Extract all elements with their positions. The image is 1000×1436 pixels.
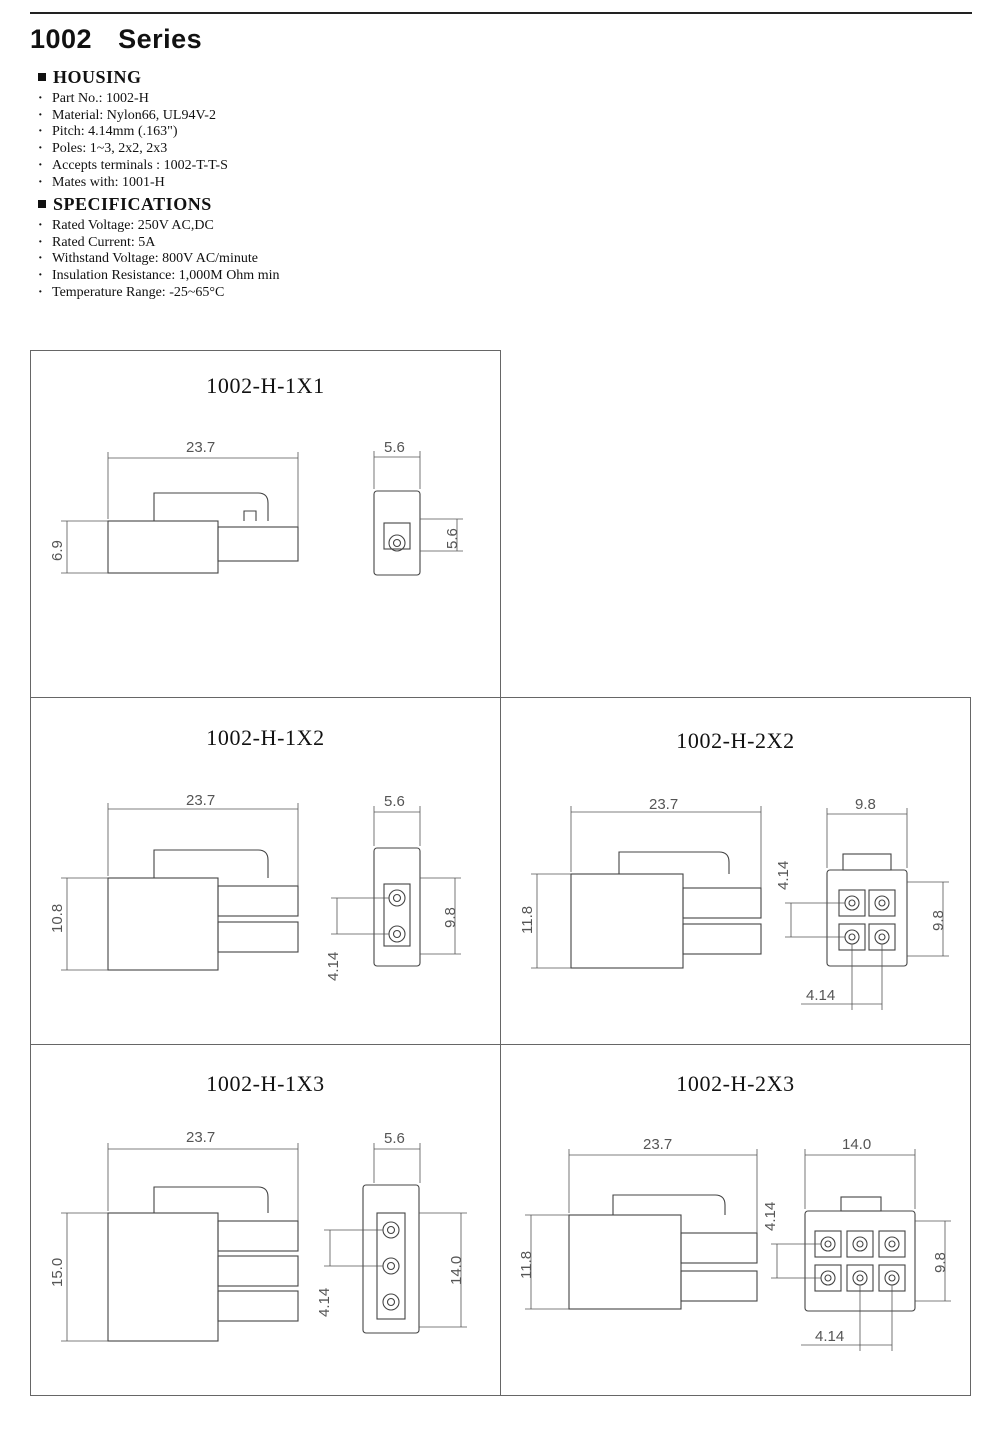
drawing-title: 1002-H-1X2 — [206, 725, 325, 750]
housing-heading — [38, 67, 142, 88]
dim-side-height: 10.8 — [49, 903, 66, 933]
specifications-heading — [38, 194, 212, 215]
dim-front-pitch-vertical: 4.14 — [775, 860, 792, 890]
dim-front-pitch: 4.14 — [325, 951, 342, 981]
side-view — [525, 1149, 757, 1309]
dim-front-width: 14.0 — [842, 1136, 872, 1153]
drawing-title: 1002-H-1X3 — [206, 1071, 325, 1096]
list-item: · Accepts terminals : 1002-T-T-S — [38, 158, 228, 175]
drawing-1x1 — [31, 351, 502, 699]
list-item: · Poles: 1~3, 2x2, 2x3 — [38, 141, 228, 158]
dim-side-length: 23.7 — [186, 439, 216, 456]
list-item: · Material: Nylon66, UL94V-2 — [38, 108, 228, 125]
list-item: · Insulation Resistance: 1,000M Ohm min — [38, 268, 279, 285]
dim-front-pitch-horizontal: 4.14 — [815, 1328, 845, 1345]
dim-front-width: 5.6 — [384, 793, 405, 810]
dim-front-height: 9.8 — [442, 907, 459, 928]
list-item: · Pitch: 4.14mm (.163") — [38, 124, 228, 141]
drawing-panel-2x3 — [500, 1044, 971, 1396]
dim-front-height: 14.0 — [448, 1255, 465, 1285]
list-item: · Rated Voltage: 250V AC,DC — [38, 218, 279, 235]
dim-side-height: 6.9 — [49, 540, 66, 561]
dim-front-pitch-horizontal: 4.14 — [806, 987, 836, 1004]
list-item: · Withstand Voltage: 800V AC/minute — [38, 251, 279, 268]
drawing-2x3 — [501, 1045, 972, 1397]
dim-side-height: 15.0 — [49, 1257, 66, 1287]
drawing-title: 1002-H-2X2 — [676, 728, 795, 753]
front-view — [331, 806, 461, 966]
list-item: · Temperature Range: -25~65°C — [38, 285, 279, 302]
drawing-panel-1x2 — [30, 697, 501, 1045]
dim-side-length: 23.7 — [186, 792, 216, 809]
front-view — [324, 1143, 467, 1333]
bullet-square-icon — [38, 200, 46, 208]
drawing-panel-1x1 — [30, 350, 501, 698]
housing-list — [38, 91, 228, 191]
side-view — [61, 803, 298, 970]
specifications-heading-text: SPECIFICATIONS — [53, 194, 212, 214]
drawing-title: 1002-H-2X3 — [676, 1071, 795, 1096]
drawing-panel-2x2 — [500, 697, 971, 1045]
specifications-list — [38, 218, 279, 302]
dim-front-height: 5.6 — [444, 528, 461, 549]
drawing-1x2 — [31, 698, 502, 1046]
front-view — [771, 1149, 951, 1351]
dim-side-length: 23.7 — [643, 1136, 673, 1153]
dim-side-length: 23.7 — [186, 1129, 216, 1146]
dim-side-height: 11.8 — [518, 1250, 535, 1279]
drawing-title: 1002-H-1X1 — [206, 373, 325, 398]
dim-front-height: 9.8 — [930, 910, 947, 931]
side-view — [61, 452, 298, 573]
front-view — [374, 451, 463, 575]
list-item: · Mates with: 1001-H — [38, 175, 228, 192]
dim-front-width: 9.8 — [855, 796, 876, 813]
header-rule — [30, 12, 972, 14]
dim-side-height: 11.8 — [519, 905, 536, 934]
drawing-2x2 — [501, 698, 972, 1046]
side-view — [531, 806, 761, 968]
list-item: · Rated Current: 5A — [38, 235, 279, 252]
dim-front-width: 5.6 — [384, 1130, 405, 1147]
drawing-1x3 — [31, 1045, 502, 1397]
housing-heading-text: HOUSING — [53, 67, 142, 87]
dim-side-length: 23.7 — [649, 796, 679, 813]
front-view — [785, 808, 949, 1010]
dim-front-pitch: 4.14 — [316, 1287, 333, 1317]
page-title: 1002 Series — [30, 24, 203, 54]
dim-front-width: 5.6 — [384, 439, 405, 456]
drawing-panel-1x3 — [30, 1044, 501, 1396]
bullet-square-icon — [38, 73, 46, 81]
side-view — [61, 1143, 298, 1341]
list-item: · Part No.: 1002-H — [38, 91, 228, 108]
dim-front-height: 9.8 — [932, 1252, 949, 1273]
dim-front-pitch-vertical: 4.14 — [762, 1201, 779, 1231]
